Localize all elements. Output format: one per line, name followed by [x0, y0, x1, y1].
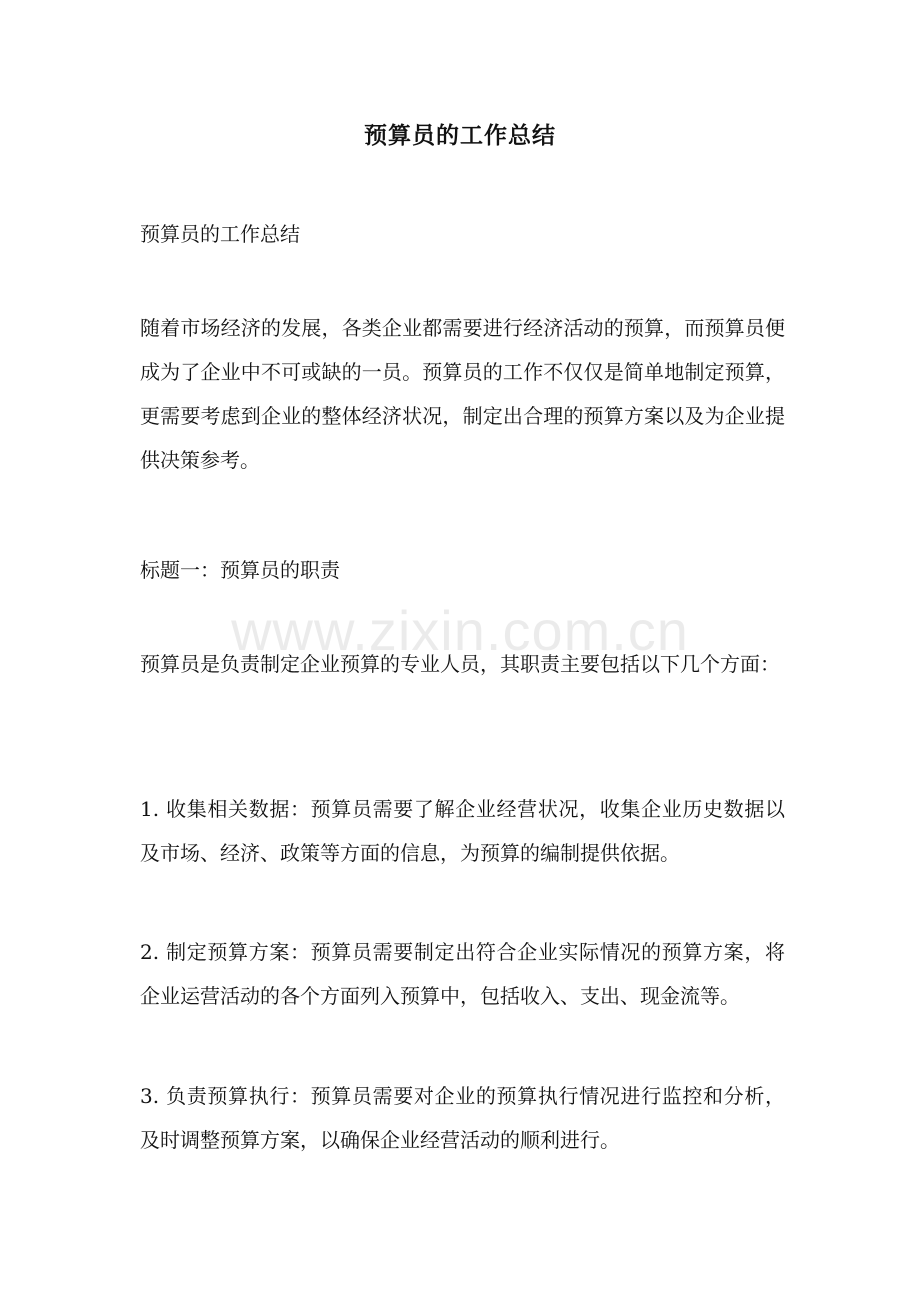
- intro-paragraph: 随着市场经济的发展，各类企业都需要进行经济活动的预算，而预算员便成为了企业中不可或缺的一员。预算员的工作不仅仅是简单地制定预算，更需要考虑到企业的整体经济状况，制定出合理的预算方案以及为企业提供决策参考。: [140, 316, 785, 472]
- document-title: 预算员的工作总结: [364, 122, 556, 149]
- duties-intro-paragraph: 预算员是负责制定企业预算的专业人员，其职责主要包括以下几个方面：: [140, 652, 780, 676]
- document-subtitle: 预算员的工作总结: [140, 222, 300, 246]
- duty-item-3: 3. 负责预算执行：预算员需要对企业的预算执行情况进行监控和分析，及时调整预算方案，以确保企业经营活动的顺利进行。: [140, 1084, 785, 1152]
- duty-item-1: 1. 收集相关数据：预算员需要了解企业经营状况，收集企业历史数据以及市场、经济、政策等方面的信息，为预算的编制提供依据。: [140, 797, 785, 865]
- section-heading: 标题一：预算员的职责: [140, 558, 340, 582]
- duty-item-2: 2. 制定预算方案：预算员需要制定出符合企业实际情况的预算方案，将企业运营活动的各个方面列入预算中，包括收入、支出、现金流等。: [140, 940, 785, 1008]
- site-watermark: www.zixin.com.cn: [231, 599, 689, 662]
